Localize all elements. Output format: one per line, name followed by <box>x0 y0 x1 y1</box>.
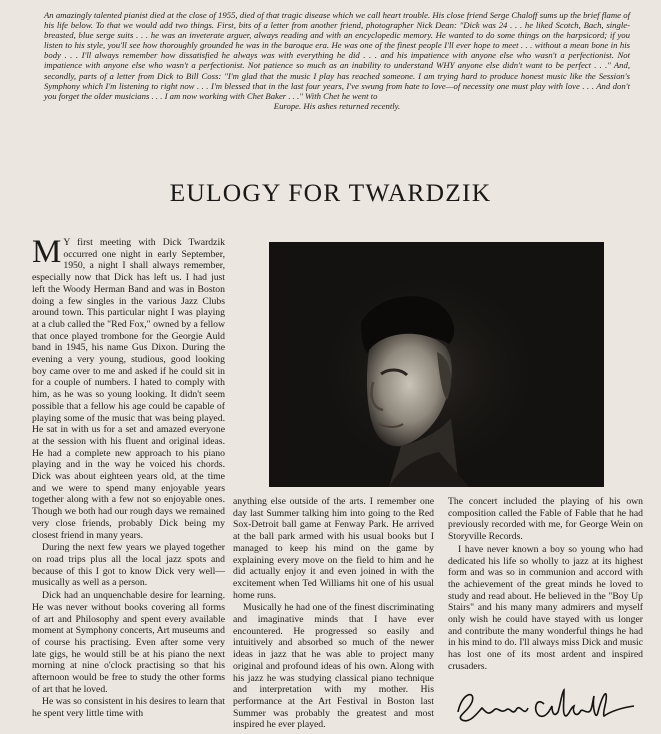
article-paragraph: Musically he had one of the finest discriminating and imaginative minds that I have ever encountered. He progressed so easily and intuitively and absorbed so much of the newer ideas in jazz that he was able to project many original and profound ideas of his own. Along with his jazz he was studying classical piano technique and interpretation with my mother. His performance at the Art Festival in Boston last Summer was probably the greatest and most inspired he ever played. <box>233 602 434 731</box>
signature-scrawl <box>452 682 642 726</box>
article-paragraph: I have never known a boy so young who had dedicated his life so wholly to jazz at its highest form and was so in communion and accord with the achievement of the great minds he loved to study and read about. He believed in the "Boy Up Stairs" and his many many admirers and myself only wish he could have stayed with us longer and contribute the many wonderful things he had in his mind to do. I'll always miss Dick and music has lost one of its most ardent and inspired crusaders. <box>448 543 643 672</box>
article-title: EULOGY FOR TWARDZIK <box>169 178 492 207</box>
author-signature <box>452 682 642 726</box>
article-paragraph: The concert included the playing of his own composition called the Fable of Fable that he had previously recorded with me, for George Wein on Storyville Records. <box>448 496 643 543</box>
portrait-photo <box>269 242 604 487</box>
article-paragraph: During the next few years we played together on road trips plus all the local jazz spots and because of this I got to know Dick very well—musically as well as a person. <box>32 542 225 589</box>
intro-last-line: Europe. His ashes returned recently. <box>273 100 401 111</box>
article-column-2 <box>233 496 434 731</box>
article-column-3 <box>448 496 643 673</box>
paragraph-text: Y first meeting with Dick Twardzik occurred one night in early September, 1950, a night I shall always remember, especially now that Dick has left us. I had just left the Woody Herman Band and was in Boston doing a few singles in the various Jazz Clubs around town. This particular night I was playing at a club called the "Red Fox," owned by a fellow that once played trombone for the Georgie Auld band in 1945, his name Gus Dixon. During the evening a very young, studious, good looking boy came over to me and asked if he could sit in for a couple of numbers. I hated to comply with him, as he was so young looking. It didn't seem possible that a fellow his age could be capable of playing some of the music that was being played. He sat in with us for a set and amazed everyone at the session with his fluent and original ideas. He had a complete new approach to his piano playing and in the way he voiced his chords. Dick was about eighteen years old, at the time and we were to spend many enjoyable years together along with a few not so enjoyable ones. Though we both had our rough days we remained very close friends, probably Dick being my closest friend in many years. <box>32 237 225 541</box>
intro-paragraph <box>44 10 630 111</box>
article-paragraph: He was so consistent in his desires to learn that he spent very little time with <box>32 696 225 720</box>
portrait-image <box>269 242 604 487</box>
article-column-1 <box>32 234 225 720</box>
article-paragraph <box>32 234 225 541</box>
article-paragraph: Dick had an unquenchable desire for learning. He was never without books covering all forms of art and Philosophy and spent every available moment at Symphony concerts, Art museums and of course his practising. Even after some very late gigs, he would still be at his piano the next morning at nine o'clock practising so that his afternoon would be free to study the other forms of art that he loved. <box>32 590 225 695</box>
article-paragraph: anything else outside of the arts. I remember one day last Summer talking him into going to the Red Sox-Detroit ball game at Fenway Park. He arrived at the ball park armed with his usual books but I managed to keep his mind on the game by explaining every move on the field to him and he did actually enjoy it and even joined in with the excitement when Ted Williams hit one of his usual home runs. <box>233 496 434 601</box>
drop-cap: M <box>32 234 62 270</box>
intro-text: An amazingly talented pianist died at the close of 1955, died of that tragic disease which we call heart trouble. His close friend Serge Chaloff sums up the brief flame of his life below. To that we would add two things. First, bits of a letter from another friend, photographer Nick Dean: "Dick was 24 . . . he liked Scotch, Bach, single-breasted, blue serge suits . . . he was an inveterate arguer, always reading and with an encyclopedic memory. He wanted to do some things on the harpsicord; if you listen to his style, you'll see how thoroughly grounded he was in the baroque era. He was one of the finest people I'll ever hope to meet . . . without a mean bone in his body . . . I'll always remember how dissatisfied he always was with everything he did . . . and his impatience with anyone else who wasn't a perfectionist. Not impatience with anyone else who wasn't a perfectionist. Not patience so much as an inability to understand WHY anyone else didn't want to be perfect . . ." And, secondly, parts of a letter from Dick to Bill Coss: "I'm glad that the music I play has reached someone. I am trying hard to produce honest music like the Session's Symphony which I'm listening to right now . . . I'm blessed that in the last four years, I've swung from hate to love—of necessity one must play with love . . . And don't you forget the older musicians . . . I am now working with Chet Baker . . ." With Chet he went to <box>44 10 630 101</box>
